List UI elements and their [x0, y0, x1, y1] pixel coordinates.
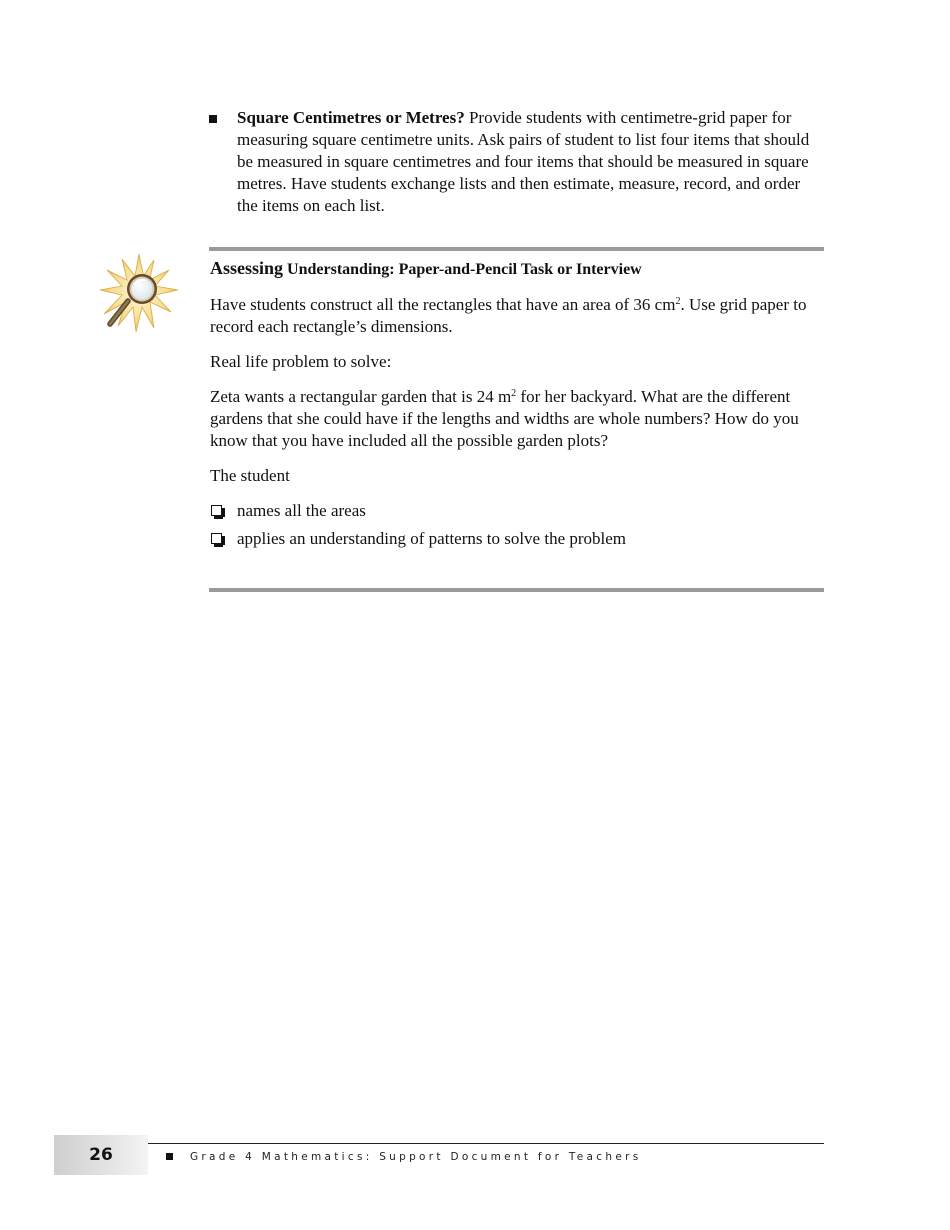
- checkbox-icon: [211, 505, 222, 516]
- bullet-heading: Square Centimetres or Metres?: [237, 108, 465, 127]
- assessment-task-text: [210, 294, 824, 338]
- assessment-bottom-rule: [209, 588, 824, 592]
- assessment-panel: [210, 257, 824, 556]
- bullet-item-square-units: [209, 107, 824, 217]
- checkbox-icon: [211, 533, 222, 544]
- assessment-top-rule: [209, 247, 824, 251]
- footer-bullet-icon: [166, 1153, 173, 1160]
- assessment-title: [210, 257, 824, 281]
- problem-superscript: 2: [511, 388, 517, 399]
- problem-text-part: Zeta wants a rectangular garden that is 24 m: [210, 387, 512, 406]
- footer-document-title: Grade 4 Mathematics: Support Document for Teachers: [190, 1151, 642, 1163]
- assessment-checklist: [210, 500, 824, 550]
- checklist-item-label: names all the areas: [237, 501, 366, 520]
- checklist-item-label: applies an understanding of patterns to solve the problem: [237, 529, 627, 548]
- task-text-part: Have students construct all the rectangles that have an area of 36 cm: [210, 295, 676, 314]
- garden-problem-text: [210, 386, 824, 452]
- problem-text-part: for her backyard. What are the different gardens that she could have if the lengths and widths are whole numbers? How do you know that you have included all the possible garden plots?: [210, 387, 799, 450]
- footer-rule: [148, 1143, 824, 1144]
- real-life-label: Real life problem to solve:: [210, 352, 392, 371]
- checklist-item: [210, 528, 824, 550]
- task-superscript: 2: [675, 296, 681, 307]
- assessment-title-rest: Understanding: Paper-and-Pencil Task or Interview: [283, 261, 642, 278]
- bullet-body: Provide students with centimetre-grid paper for measuring square centimetre units. Ask pairs of student to list four items that should be measured in square centimetres and four items that should be measured in square metres. Have students exchange lists and then estimate, measure, record, and order the items on each list.: [237, 108, 810, 215]
- magnifying-glass-starburst-icon: [98, 252, 180, 334]
- bullet-square-icon: [209, 115, 217, 123]
- checklist-item: [210, 500, 824, 522]
- student-label: The student: [210, 466, 290, 485]
- assessment-title-lead: Assessing: [210, 258, 284, 278]
- bullet-text: [237, 107, 824, 217]
- page-number: 26: [89, 1145, 113, 1165]
- task-text-part: . Use grid paper to record each rectangle’s dimensions.: [210, 295, 807, 336]
